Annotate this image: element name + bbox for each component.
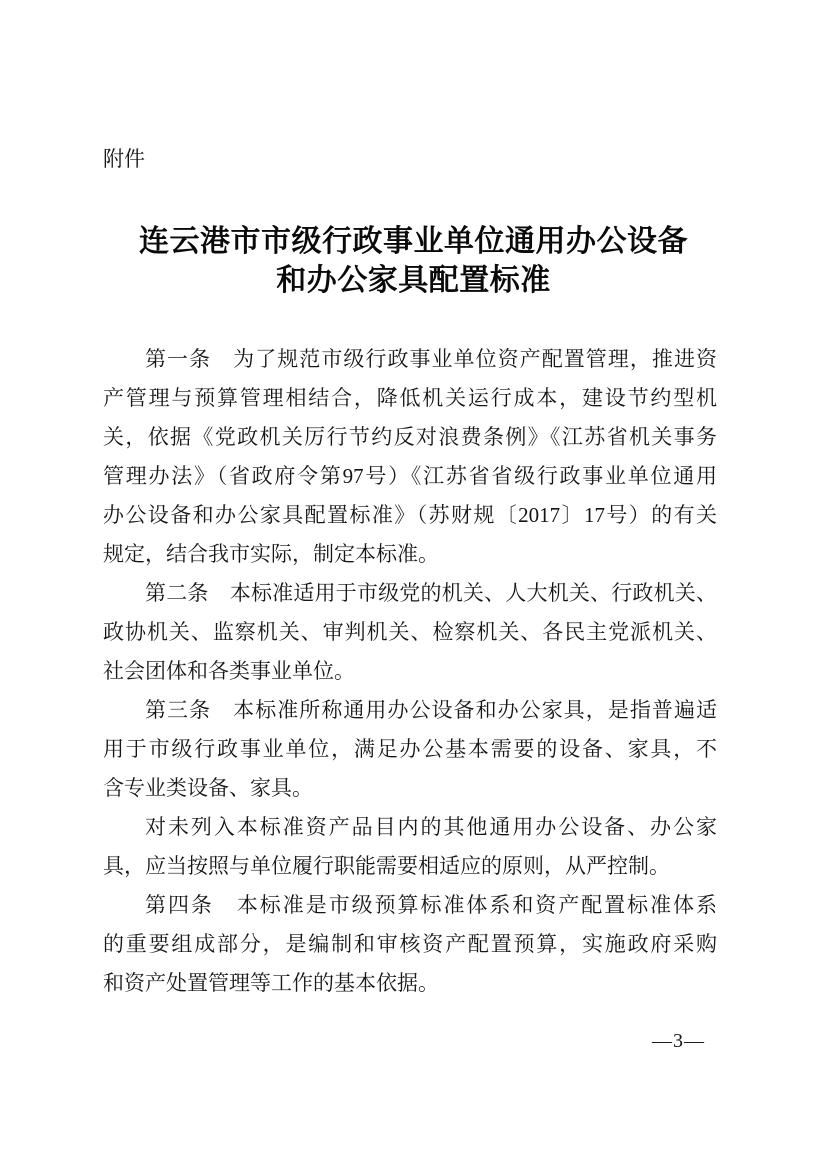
body-line: 对未列入本标准资产品目内的其他通用办公设备、办公家	[145, 815, 717, 839]
body-line: 规定，结合我市实际，制定本标准。	[103, 542, 439, 566]
body-line: 政协机关、监察机关、审判机关、检察机关、各民主党派机关、	[103, 620, 717, 644]
page-number: —3—	[652, 1030, 705, 1052]
body-line: 管理办法》（省政府令第97号）《江苏省省级行政事业单位通用	[103, 464, 717, 488]
body-line: 第二条 本标准适用于市级党的机关、人大机关、行政机关、	[145, 581, 717, 605]
body-line: 社会团体和各类事业单位。	[103, 659, 355, 683]
document-title	[0, 222, 827, 300]
document-body	[103, 340, 717, 1003]
body-line: 办公设备和办公家具配置标准》（苏财规〔2017〕17号）的有关	[103, 503, 717, 527]
body-line: 和资产处置管理等工作的基本依据。	[103, 971, 439, 995]
body-line: 关，依据《党政机关厉行节约反对浪费条例》《江苏省机关事务	[103, 425, 717, 449]
body-line: 的重要组成部分，是编制和审核资产配置预算，实施政府采购	[103, 932, 717, 956]
body-line: 用于市级行政事业单位，满足办公基本需要的设备、家具，不	[103, 737, 717, 761]
body-line: 第三条 本标准所称通用办公设备和办公家具，是指普遍适	[145, 698, 717, 722]
attachment-label: 附件	[103, 148, 145, 171]
body-line: 产管理与预算管理相结合，降低机关运行成本，建设节约型机	[103, 386, 717, 410]
body-line: 含专业类设备、家具。	[103, 776, 313, 800]
body-line: 第一条 为了规范市级行政事业单位资产配置管理，推进资	[145, 347, 717, 371]
body-line: 具，应当按照与单位履行职能需要相适应的原则，从严控制。	[103, 854, 670, 878]
document-title-line-2: 和办公家具配置标准	[276, 264, 551, 297]
document-title-line-1: 连云港市市级行政事业单位通用办公设备	[139, 225, 688, 258]
body-line: 第四条 本标准是市级预算标准体系和资产配置标准体系	[145, 893, 717, 917]
